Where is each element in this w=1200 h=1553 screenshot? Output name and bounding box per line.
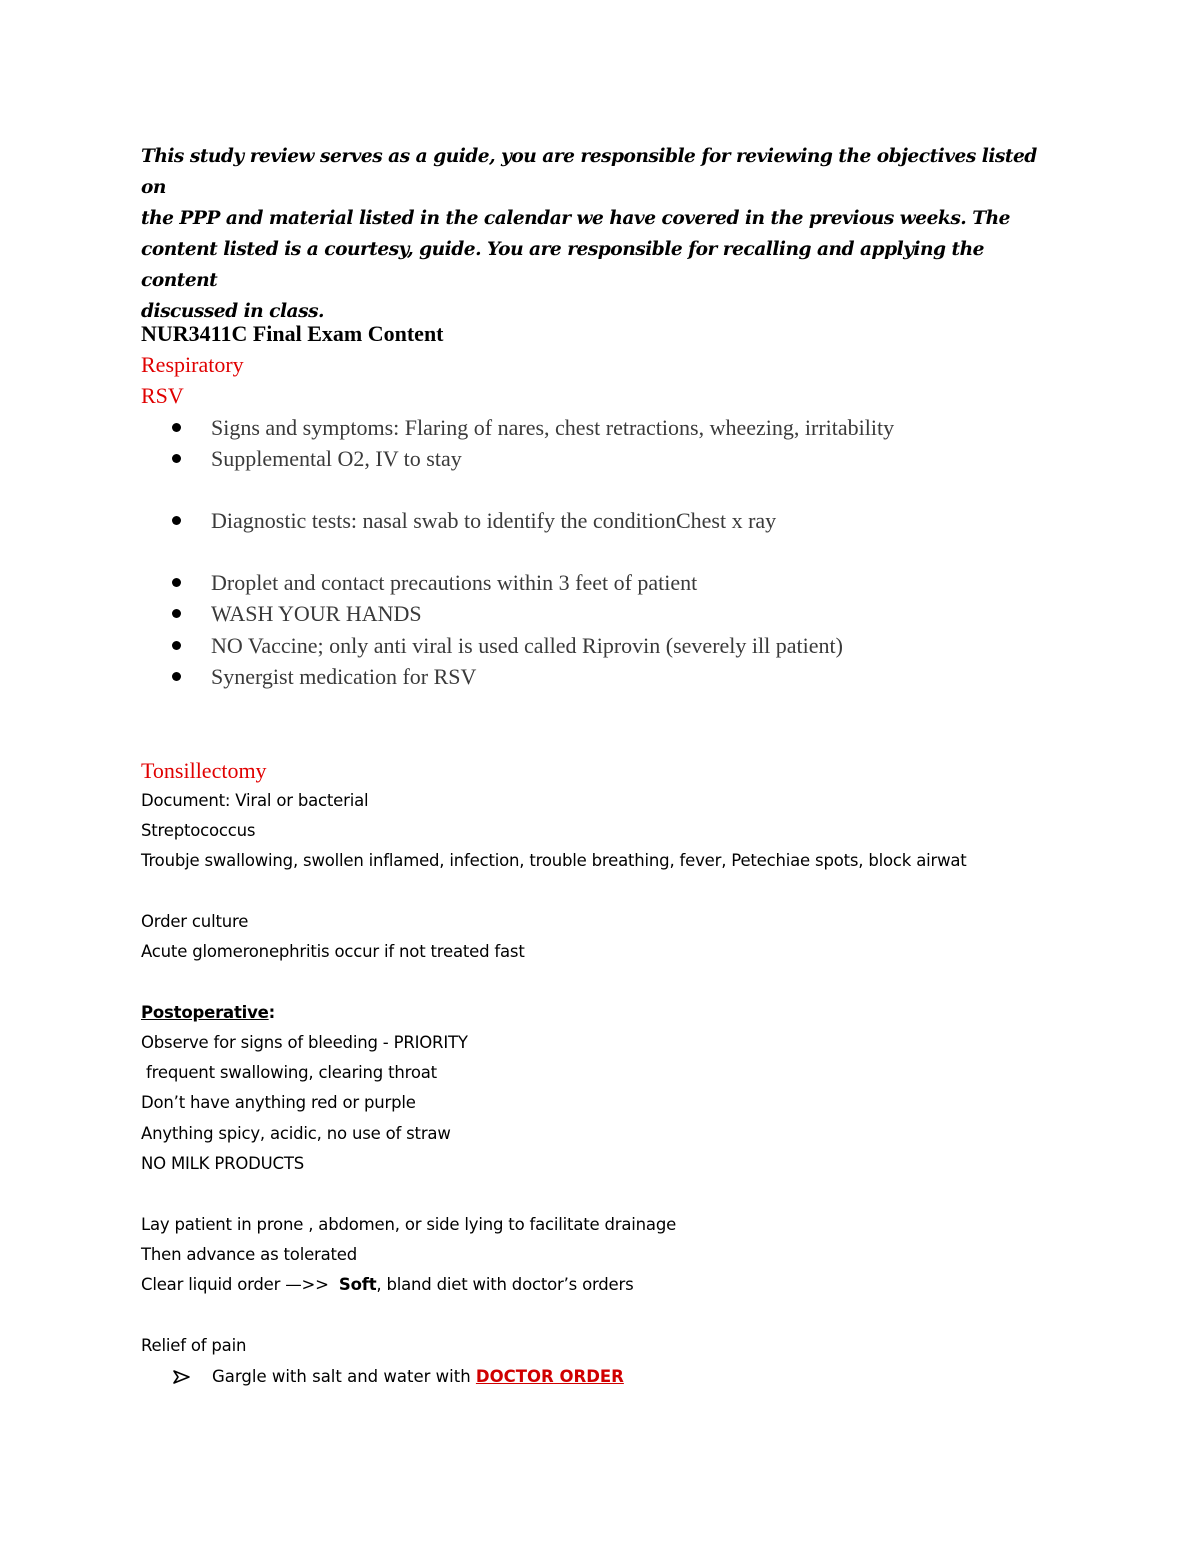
list-item-text: WASH YOUR HANDS (211, 601, 422, 626)
text-line: Relief of pain (141, 1336, 247, 1355)
bullet-icon (172, 516, 181, 525)
list-item-text: Supplemental O2, IV to stay (211, 446, 462, 471)
intro-line: This study review serves as a guide, you are responsible for reviewing the objectives listed on (141, 146, 1037, 198)
postoperative-heading (141, 998, 275, 1028)
clear-liquid-suffix: , bland diet with doctor’s orders (376, 1275, 634, 1294)
text-line: Anything spicy, acidic, no use of straw (141, 1124, 451, 1143)
text-line: Order culture (141, 912, 249, 931)
list-item-text: Droplet and contact precautions within 3 feet of patient (211, 570, 698, 595)
bullet-icon (172, 672, 181, 681)
section-heading-rsv: RSV (141, 383, 184, 408)
arrow-bullet-icon (172, 1362, 192, 1402)
text-line: Acute glomeronephritis occur if not treated fast (141, 942, 525, 961)
gargle-text: Gargle with salt and water with (212, 1367, 476, 1386)
intro-line: discussed in class. (141, 301, 325, 322)
list-item-text: Signs and symptoms: Flaring of nares, chest retractions, wheezing, irritability (211, 415, 895, 440)
text-line: Then advance as tolerated (141, 1245, 358, 1264)
clear-liquid-line (141, 1270, 633, 1300)
bullet-icon (172, 641, 181, 650)
postoperative-label: Postoperative (141, 1003, 269, 1022)
bullet-icon (172, 423, 181, 432)
clear-liquid-bold: Soft (338, 1275, 377, 1294)
text-line: frequent swallowing, clearing throat (141, 1063, 437, 1082)
doctor-order-emphasis: DOCTOR ORDER (475, 1367, 624, 1386)
text-line: Streptococcus (141, 821, 256, 840)
intro-line: content listed is a courtesy, guide. You are responsible for recalling and applying the content (141, 239, 984, 291)
text-line: Lay patient in prone , abdomen, or side lying to facilitate drainage (141, 1215, 677, 1234)
list-item-text (212, 1362, 624, 1392)
list-item-text: Diagnostic tests: nasal swab to identify the conditionChest x ray (211, 508, 777, 533)
section-heading-tonsillectomy: Tonsillectomy (141, 758, 267, 783)
intro-line: the PPP and material listed in the calendar we have covered in the previous weeks. The (141, 208, 1010, 229)
postoperative-colon: : (268, 1003, 276, 1022)
text-line: Troubje swallowing, swollen inflamed, infection, trouble breathing, fever, Petechiae spots, block airwat (141, 851, 967, 870)
intro-paragraph (141, 141, 1051, 327)
clear-liquid-prefix: Clear liquid order —>> (141, 1275, 339, 1294)
text-line: Document: Viral or bacterial (141, 791, 369, 810)
list-item-text: NO Vaccine; only anti viral is used called Riprovin (severely ill patient) (211, 633, 843, 658)
bullet-icon (172, 609, 181, 618)
section-heading-respiratory: Respiratory (141, 352, 244, 377)
page-title: NUR3411C Final Exam Content (141, 321, 444, 346)
text-line: NO MILK PRODUCTS (141, 1154, 304, 1173)
text-line: Observe for signs of bleeding - PRIORITY (141, 1033, 468, 1052)
bullet-icon (172, 578, 181, 587)
text-line: Don’t have anything red or purple (141, 1093, 416, 1112)
bullet-icon (172, 454, 181, 463)
list-item-text: Synergist medication for RSV (211, 664, 477, 689)
